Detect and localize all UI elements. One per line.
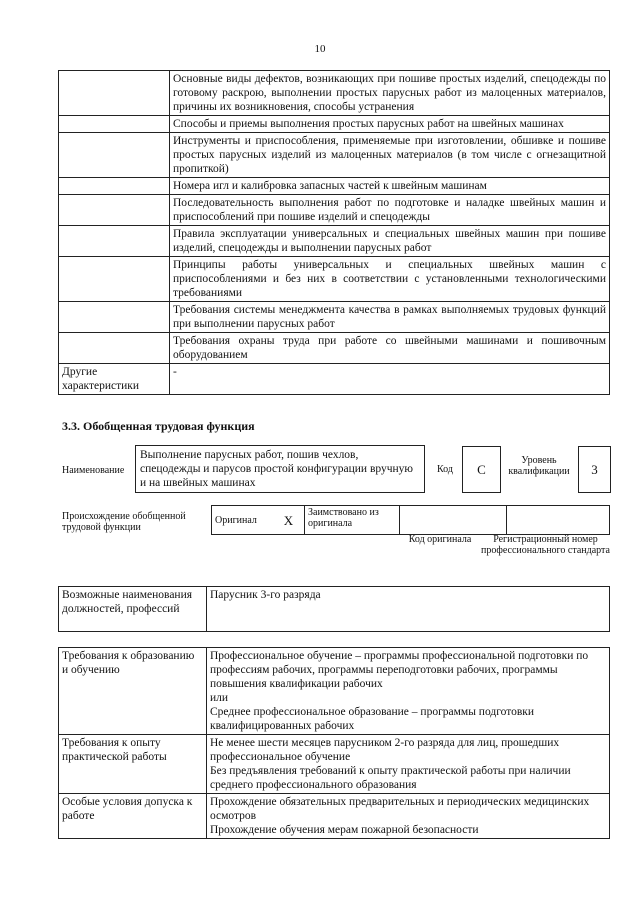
knowledge-row-label: Другие характеристики [59, 364, 170, 395]
requirement-line: или [210, 692, 229, 704]
name-box [135, 445, 425, 493]
code-value: C [462, 446, 501, 493]
knowledge-row-label [59, 178, 170, 195]
section-heading: 3.3. Обобщенная трудовая функция [62, 419, 255, 433]
requirements-table [58, 647, 610, 839]
requirement-label: Требования к образованию и обучению [59, 648, 207, 735]
knowledge-row-label [59, 302, 170, 333]
requirement-row [59, 794, 610, 839]
positions-label: Возможные наименования должностей, профессий [59, 587, 207, 632]
requirement-label: Требования к опыту практической работы [59, 735, 207, 794]
original-label: Оригинал [212, 506, 274, 535]
knowledge-row [59, 364, 610, 395]
knowledge-row [59, 302, 610, 333]
knowledge-row-text: - [170, 364, 610, 395]
knowledge-row-label [59, 71, 170, 116]
code-original-cell [400, 506, 507, 535]
positions-value: Парусник 3-го разряда [207, 587, 610, 632]
borrowed-label: Заимствовано из оригинала [305, 506, 400, 535]
knowledge-row [59, 116, 610, 133]
knowledge-row [59, 257, 610, 302]
knowledge-row-text: Требования системы менеджмента качества в рамках выполняемых трудовых функций при выполнении парусных работ [170, 302, 610, 333]
knowledge-table [58, 70, 610, 395]
reg-number-cell [507, 506, 610, 535]
original-mark: X [273, 506, 305, 535]
knowledge-row-text: Последовательность выполнения работ по подготовке и наладке швейных машин и приспособлений при пошиве изделий и спецодежды [170, 195, 610, 226]
knowledge-row-label [59, 333, 170, 364]
requirement-text [207, 648, 610, 735]
name-label: Наименование [62, 465, 125, 476]
knowledge-row [59, 195, 610, 226]
knowledge-row-label [59, 257, 170, 302]
code-original-caption: Код оригинала [408, 534, 472, 545]
requirement-row [59, 735, 610, 794]
requirement-text [207, 794, 610, 839]
level-value: 3 [578, 446, 611, 493]
knowledge-row-label [59, 133, 170, 178]
requirement-line: Без предъявления требований к опыту практической работы при наличии среднего профессионального образования [210, 765, 571, 791]
page-number: 10 [314, 43, 326, 55]
knowledge-row-label [59, 226, 170, 257]
requirement-line: Прохождение обязательных предварительных и периодических медицинских осмотров [210, 796, 590, 822]
requirement-line: Не менее шести месяцев парусником 2-го разряда для лиц, прошедших профессиональное обучение [210, 737, 560, 763]
positions-table [58, 586, 610, 632]
requirement-label: Особые условия допуска к работе [59, 794, 207, 839]
knowledge-row [59, 226, 610, 257]
code-label: Код [437, 464, 453, 475]
knowledge-row-text: Требования охраны труда при работе со швейными машинами и пошивочным оборудованием [170, 333, 610, 364]
knowledge-row-text: Способы и приемы выполнения простых парусных работ на швейных машинах [170, 116, 610, 133]
requirement-line: Прохождение обучения мерам пожарной безопасности [210, 824, 479, 836]
knowledge-row-text: Правила эксплуатации универсальных и специальных швейных машин при пошиве изделий, спецодежды и выполнении парусных работ [170, 226, 610, 257]
knowledge-row-label [59, 195, 170, 226]
requirement-row [59, 648, 610, 735]
origin-label: Происхождение обобщенной трудовой функции [62, 511, 186, 533]
knowledge-row-text: Принципы работы универсальных и специальных швейных машин с приспособлениями и без них в соответствии с установленными технологическими требованиями [170, 257, 610, 302]
level-label: Уровень квалификации [508, 455, 570, 477]
knowledge-row-label [59, 116, 170, 133]
requirement-text [207, 735, 610, 794]
requirement-line: Среднее профессиональное образование – программы подготовки квалифицированных рабочих [210, 706, 535, 732]
origin-table [211, 505, 610, 535]
knowledge-row-text: Инструменты и приспособления, применяемые при изготовлении, обшивке и пошиве простых парусных изделий из малоценных материалов (в том числе с огнезащитной пропиткой) [170, 133, 610, 178]
name-value: Выполнение парусных работ, пошив чехлов, спецодежды и парусов простой конфигурации вручную и на швейных машинах [140, 449, 414, 489]
knowledge-row [59, 71, 610, 116]
reg-number-caption: Регистрационный номер профессионального стандарта [481, 534, 610, 556]
knowledge-row [59, 133, 610, 178]
knowledge-row-text: Основные виды дефектов, возникающих при пошиве простых изделий, спецодежды по готовому раскрою, выполнении простых парусных работ из малоценных материалов, причины их возникновения, способы устранения [170, 71, 610, 116]
knowledge-row [59, 333, 610, 364]
knowledge-row-text: Номера игл и калибровка запасных частей к швейным машинам [170, 178, 610, 195]
knowledge-row [59, 178, 610, 195]
requirement-line: Профессиональное обучение – программы профессиональной подготовки по профессиям рабочих, программы переподготовки рабочих, программы повышения квалификации рабочих [210, 650, 589, 690]
